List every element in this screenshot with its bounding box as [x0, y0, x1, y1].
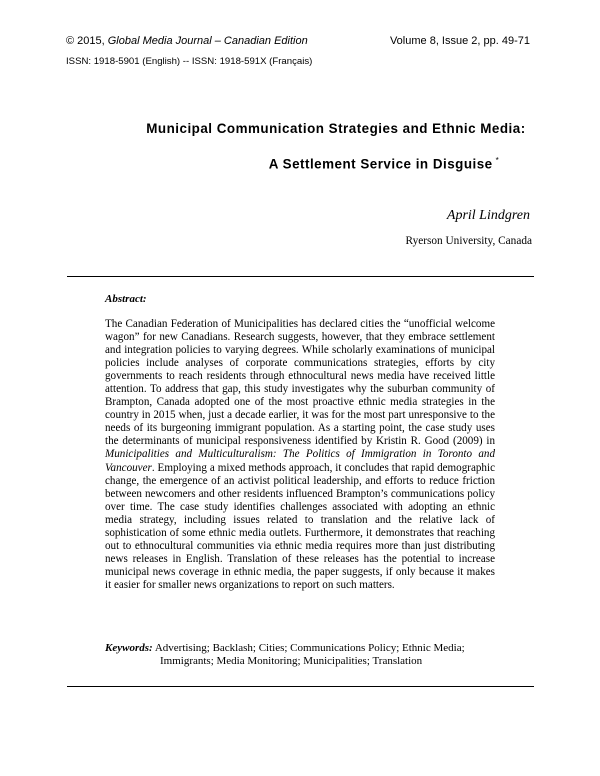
abstract-text-part2: . Employing a mixed methods approach, it concludes that rapid demographic change, the emergence of an activist political leadership, and efforts to reduce friction between newcomers and other residents influenced Brampton’s communications policy over time. The case study identifies challenges associated with adopting an ethnic media strategy, including issues related to translation and the relative lack of sophistication of some ethnic media outlets. Furthermore, it demonstrates that reaching out to ethnocultural communities via ethnic media requires more than just distributing news releases in English. Translation of these releases has the potential to increase municipal news coverage in ethnic media, the paper suggests, if only because it makes it easier for smaller news organizations to report on such matters. — [105, 461, 495, 591]
keywords-block — [105, 642, 505, 669]
abstract-heading: Abstract: — [105, 293, 147, 305]
journal-name: Global Media Journal – Canadian Edition — [107, 35, 308, 47]
title-footnote-mark: * — [495, 156, 500, 165]
keywords-line-1 — [105, 642, 505, 655]
title-line-1: Municipal Communication Strategies and Ethnic Media: — [146, 121, 526, 136]
abstract-book-title: Municipalities and Multiculturalism: The Politics of Immigration in Toronto and Vancouver — [105, 448, 495, 474]
author-affiliation: Ryerson University, Canada — [405, 235, 532, 247]
keywords-line-2: Immigrants; Media Monitoring; Municipalities; Translation — [160, 655, 423, 668]
abstract-paragraph — [105, 318, 495, 592]
keywords-label: Keywords: — [105, 642, 153, 654]
title-line-2 — [84, 156, 600, 171]
abstract-text-part1: The Canadian Federation of Municipalities has declared cities the “unofficial welcome wagon” for new Canadians. Research suggests, however, that they embrace settlement and integration policies to varying degrees. While scholarly examinations of municipal policies include analyses of corporate communications strategies, efforts by city governments to reach residents through ethnocultural news media have received little attention. To address that gap, this study investigates why the suburban community of Brampton, Canada adopted one of the most proactive ethnic media strategies in the country in 2015 when, just a decade earlier, it was for the most part unresponsive to the needs of its burgeoning immigrant population. As a starting point, the case study uses the determinants of municipal responsiveness identified by Kristin R. Good (2009) in — [105, 318, 495, 448]
author-name: April Lindgren — [446, 208, 530, 223]
bottom-divider — [67, 686, 534, 687]
keywords-text-1: Advertising; Backlash; Cities; Communications Policy; Ethnic Media; — [154, 642, 465, 654]
issn-line: ISSN: 1918-5901 (English) -- ISSN: 1918-591X (Français) — [66, 56, 313, 67]
copyright-line — [66, 35, 308, 48]
title-line-2-text: A Settlement Service in Disguise — [268, 156, 493, 172]
abstract-body — [105, 318, 495, 592]
volume-info: Volume 8, Issue 2, pp. 49-71 — [389, 35, 530, 47]
copyright-prefix: © 2015, — [66, 35, 108, 47]
top-divider — [67, 276, 534, 277]
